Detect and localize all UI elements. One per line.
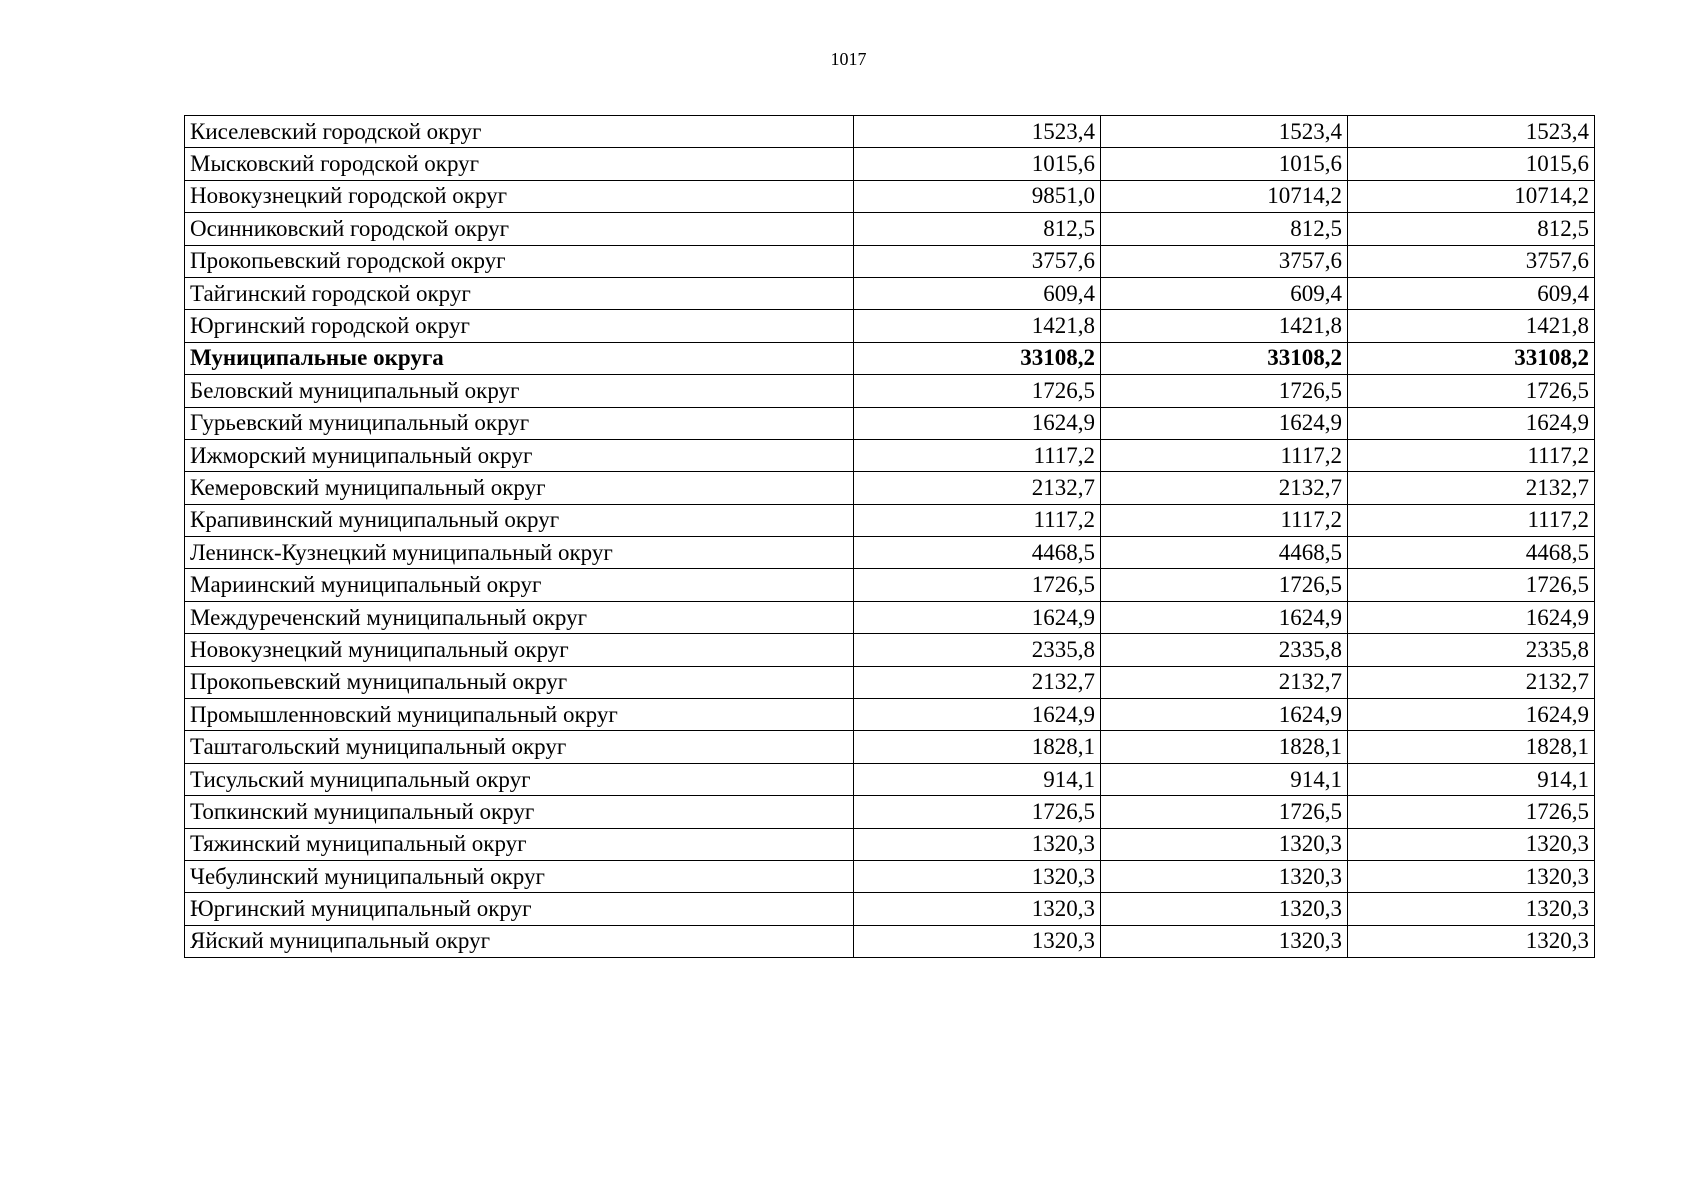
table-row: [185, 537, 1595, 569]
row-value-2-cell: 1523,4: [1101, 116, 1348, 148]
row-value-2-cell: 3757,6: [1101, 245, 1348, 277]
table-row: [185, 213, 1595, 245]
row-name-cell: Тисульский муниципальный округ: [185, 763, 854, 795]
row-value-2-cell: 2132,7: [1101, 472, 1348, 504]
row-value-2-cell: 1117,2: [1101, 504, 1348, 536]
table-row: [185, 796, 1595, 828]
row-name-cell: Юргинский муниципальный округ: [185, 893, 854, 925]
table-body: [185, 116, 1595, 958]
row-value-3-cell: 1320,3: [1348, 893, 1595, 925]
row-value-3-cell: 1320,3: [1348, 828, 1595, 860]
row-name-cell: Ижморский муниципальный округ: [185, 439, 854, 471]
row-value-1-cell: 1624,9: [854, 601, 1101, 633]
row-value-2-cell: 1828,1: [1101, 731, 1348, 763]
row-value-1-cell: 2335,8: [854, 634, 1101, 666]
row-value-3-cell: 1320,3: [1348, 860, 1595, 892]
row-value-1-cell: 1320,3: [854, 893, 1101, 925]
row-value-3-cell: 1726,5: [1348, 796, 1595, 828]
row-value-2-cell: 1726,5: [1101, 796, 1348, 828]
row-value-2-cell: 1726,5: [1101, 569, 1348, 601]
row-value-3-cell: 1117,2: [1348, 439, 1595, 471]
row-name-cell: Мариинский муниципальный округ: [185, 569, 854, 601]
row-value-2-cell: 1117,2: [1101, 439, 1348, 471]
table-row: [185, 116, 1595, 148]
row-value-1-cell: 1320,3: [854, 925, 1101, 957]
row-value-2-cell: 2132,7: [1101, 666, 1348, 698]
row-name-cell: Ленинск-Кузнецкий муниципальный округ: [185, 537, 854, 569]
table-row: [185, 666, 1595, 698]
row-value-3-cell: 2132,7: [1348, 666, 1595, 698]
row-value-3-cell: 1624,9: [1348, 699, 1595, 731]
row-name-cell: Прокопьевский городской округ: [185, 245, 854, 277]
row-name-cell: Междуреченский муниципальный округ: [185, 601, 854, 633]
row-value-1-cell: 1726,5: [854, 569, 1101, 601]
row-value-2-cell: 1624,9: [1101, 699, 1348, 731]
row-value-3-cell: 2335,8: [1348, 634, 1595, 666]
row-value-1-cell: 1726,5: [854, 796, 1101, 828]
row-value-1-cell: 1320,3: [854, 860, 1101, 892]
page-number: 1017: [830, 49, 867, 69]
row-value-1-cell: 1624,9: [854, 407, 1101, 439]
row-value-2-cell: 1421,8: [1101, 310, 1348, 342]
row-name-cell: Юргинский городской округ: [185, 310, 854, 342]
row-value-3-cell: 33108,2: [1348, 342, 1595, 374]
row-value-1-cell: 33108,2: [854, 342, 1101, 374]
row-value-1-cell: 1015,6: [854, 148, 1101, 180]
row-value-1-cell: 914,1: [854, 763, 1101, 795]
row-value-1-cell: 609,4: [854, 277, 1101, 309]
row-value-1-cell: 2132,7: [854, 472, 1101, 504]
table-row: [185, 634, 1595, 666]
row-value-3-cell: 609,4: [1348, 277, 1595, 309]
row-value-3-cell: 812,5: [1348, 213, 1595, 245]
row-name-cell: Прокопьевский муниципальный округ: [185, 666, 854, 698]
row-name-cell: Яйский муниципальный округ: [185, 925, 854, 957]
budget-table: [184, 115, 1595, 958]
row-value-2-cell: 1320,3: [1101, 893, 1348, 925]
row-value-1-cell: 2132,7: [854, 666, 1101, 698]
row-value-3-cell: 1421,8: [1348, 310, 1595, 342]
table-row: [185, 407, 1595, 439]
table-row: [185, 893, 1595, 925]
row-name-cell: Новокузнецкий городской округ: [185, 180, 854, 212]
row-value-2-cell: 609,4: [1101, 277, 1348, 309]
row-value-3-cell: 1726,5: [1348, 569, 1595, 601]
table-row: [185, 763, 1595, 795]
table-row-group-total: [185, 342, 1595, 374]
row-value-2-cell: 1320,3: [1101, 828, 1348, 860]
row-value-3-cell: 4468,5: [1348, 537, 1595, 569]
row-value-3-cell: 10714,2: [1348, 180, 1595, 212]
row-value-3-cell: 1828,1: [1348, 731, 1595, 763]
row-value-3-cell: 2132,7: [1348, 472, 1595, 504]
row-name-cell: Мысковский городской округ: [185, 148, 854, 180]
row-value-2-cell: 10714,2: [1101, 180, 1348, 212]
table-row: [185, 472, 1595, 504]
row-name-cell: Чебулинский муниципальный округ: [185, 860, 854, 892]
row-value-1-cell: 1624,9: [854, 699, 1101, 731]
row-value-2-cell: 1624,9: [1101, 407, 1348, 439]
table-row: [185, 731, 1595, 763]
row-value-1-cell: 4468,5: [854, 537, 1101, 569]
row-value-1-cell: 1828,1: [854, 731, 1101, 763]
row-value-1-cell: 1117,2: [854, 439, 1101, 471]
row-name-cell: Тайгинский городской округ: [185, 277, 854, 309]
row-value-1-cell: 1320,3: [854, 828, 1101, 860]
table-row: [185, 699, 1595, 731]
row-name-cell: Муниципальные округа: [185, 342, 854, 374]
row-value-1-cell: 1421,8: [854, 310, 1101, 342]
row-name-cell: Таштагольский муниципальный округ: [185, 731, 854, 763]
row-value-2-cell: 914,1: [1101, 763, 1348, 795]
row-name-cell: Промышленновский муниципальный округ: [185, 699, 854, 731]
table-row: [185, 504, 1595, 536]
table-row: [185, 180, 1595, 212]
row-value-3-cell: 3757,6: [1348, 245, 1595, 277]
row-value-1-cell: 3757,6: [854, 245, 1101, 277]
row-value-2-cell: 1015,6: [1101, 148, 1348, 180]
table-row: [185, 310, 1595, 342]
row-value-3-cell: 1117,2: [1348, 504, 1595, 536]
table-row: [185, 148, 1595, 180]
row-value-1-cell: 1523,4: [854, 116, 1101, 148]
row-name-cell: Новокузнецкий муниципальный округ: [185, 634, 854, 666]
table-row: [185, 860, 1595, 892]
row-value-3-cell: 1523,4: [1348, 116, 1595, 148]
row-name-cell: Киселевский городской округ: [185, 116, 854, 148]
row-value-2-cell: 812,5: [1101, 213, 1348, 245]
row-name-cell: Тяжинский муниципальный округ: [185, 828, 854, 860]
table-row: [185, 925, 1595, 957]
table-row: [185, 375, 1595, 407]
table-row: [185, 828, 1595, 860]
row-value-1-cell: 812,5: [854, 213, 1101, 245]
table-row: [185, 601, 1595, 633]
row-name-cell: Гурьевский муниципальный округ: [185, 407, 854, 439]
row-value-2-cell: 1726,5: [1101, 375, 1348, 407]
row-name-cell: Беловский муниципальный округ: [185, 375, 854, 407]
row-value-2-cell: 1320,3: [1101, 860, 1348, 892]
row-name-cell: Осинниковский городской округ: [185, 213, 854, 245]
row-value-2-cell: 33108,2: [1101, 342, 1348, 374]
row-name-cell: Кемеровский муниципальный округ: [185, 472, 854, 504]
table-row: [185, 277, 1595, 309]
row-value-2-cell: 1320,3: [1101, 925, 1348, 957]
row-value-3-cell: 1015,6: [1348, 148, 1595, 180]
row-value-3-cell: 914,1: [1348, 763, 1595, 795]
row-value-3-cell: 1624,9: [1348, 601, 1595, 633]
row-value-1-cell: 9851,0: [854, 180, 1101, 212]
row-value-1-cell: 1117,2: [854, 504, 1101, 536]
row-value-3-cell: 1624,9: [1348, 407, 1595, 439]
table-row: [185, 245, 1595, 277]
table-row: [185, 439, 1595, 471]
row-value-2-cell: 1624,9: [1101, 601, 1348, 633]
row-name-cell: Топкинский муниципальный округ: [185, 796, 854, 828]
row-name-cell: Крапивинский муниципальный округ: [185, 504, 854, 536]
table-row: [185, 569, 1595, 601]
row-value-3-cell: 1320,3: [1348, 925, 1595, 957]
row-value-3-cell: 1726,5: [1348, 375, 1595, 407]
row-value-2-cell: 2335,8: [1101, 634, 1348, 666]
row-value-1-cell: 1726,5: [854, 375, 1101, 407]
row-value-2-cell: 4468,5: [1101, 537, 1348, 569]
